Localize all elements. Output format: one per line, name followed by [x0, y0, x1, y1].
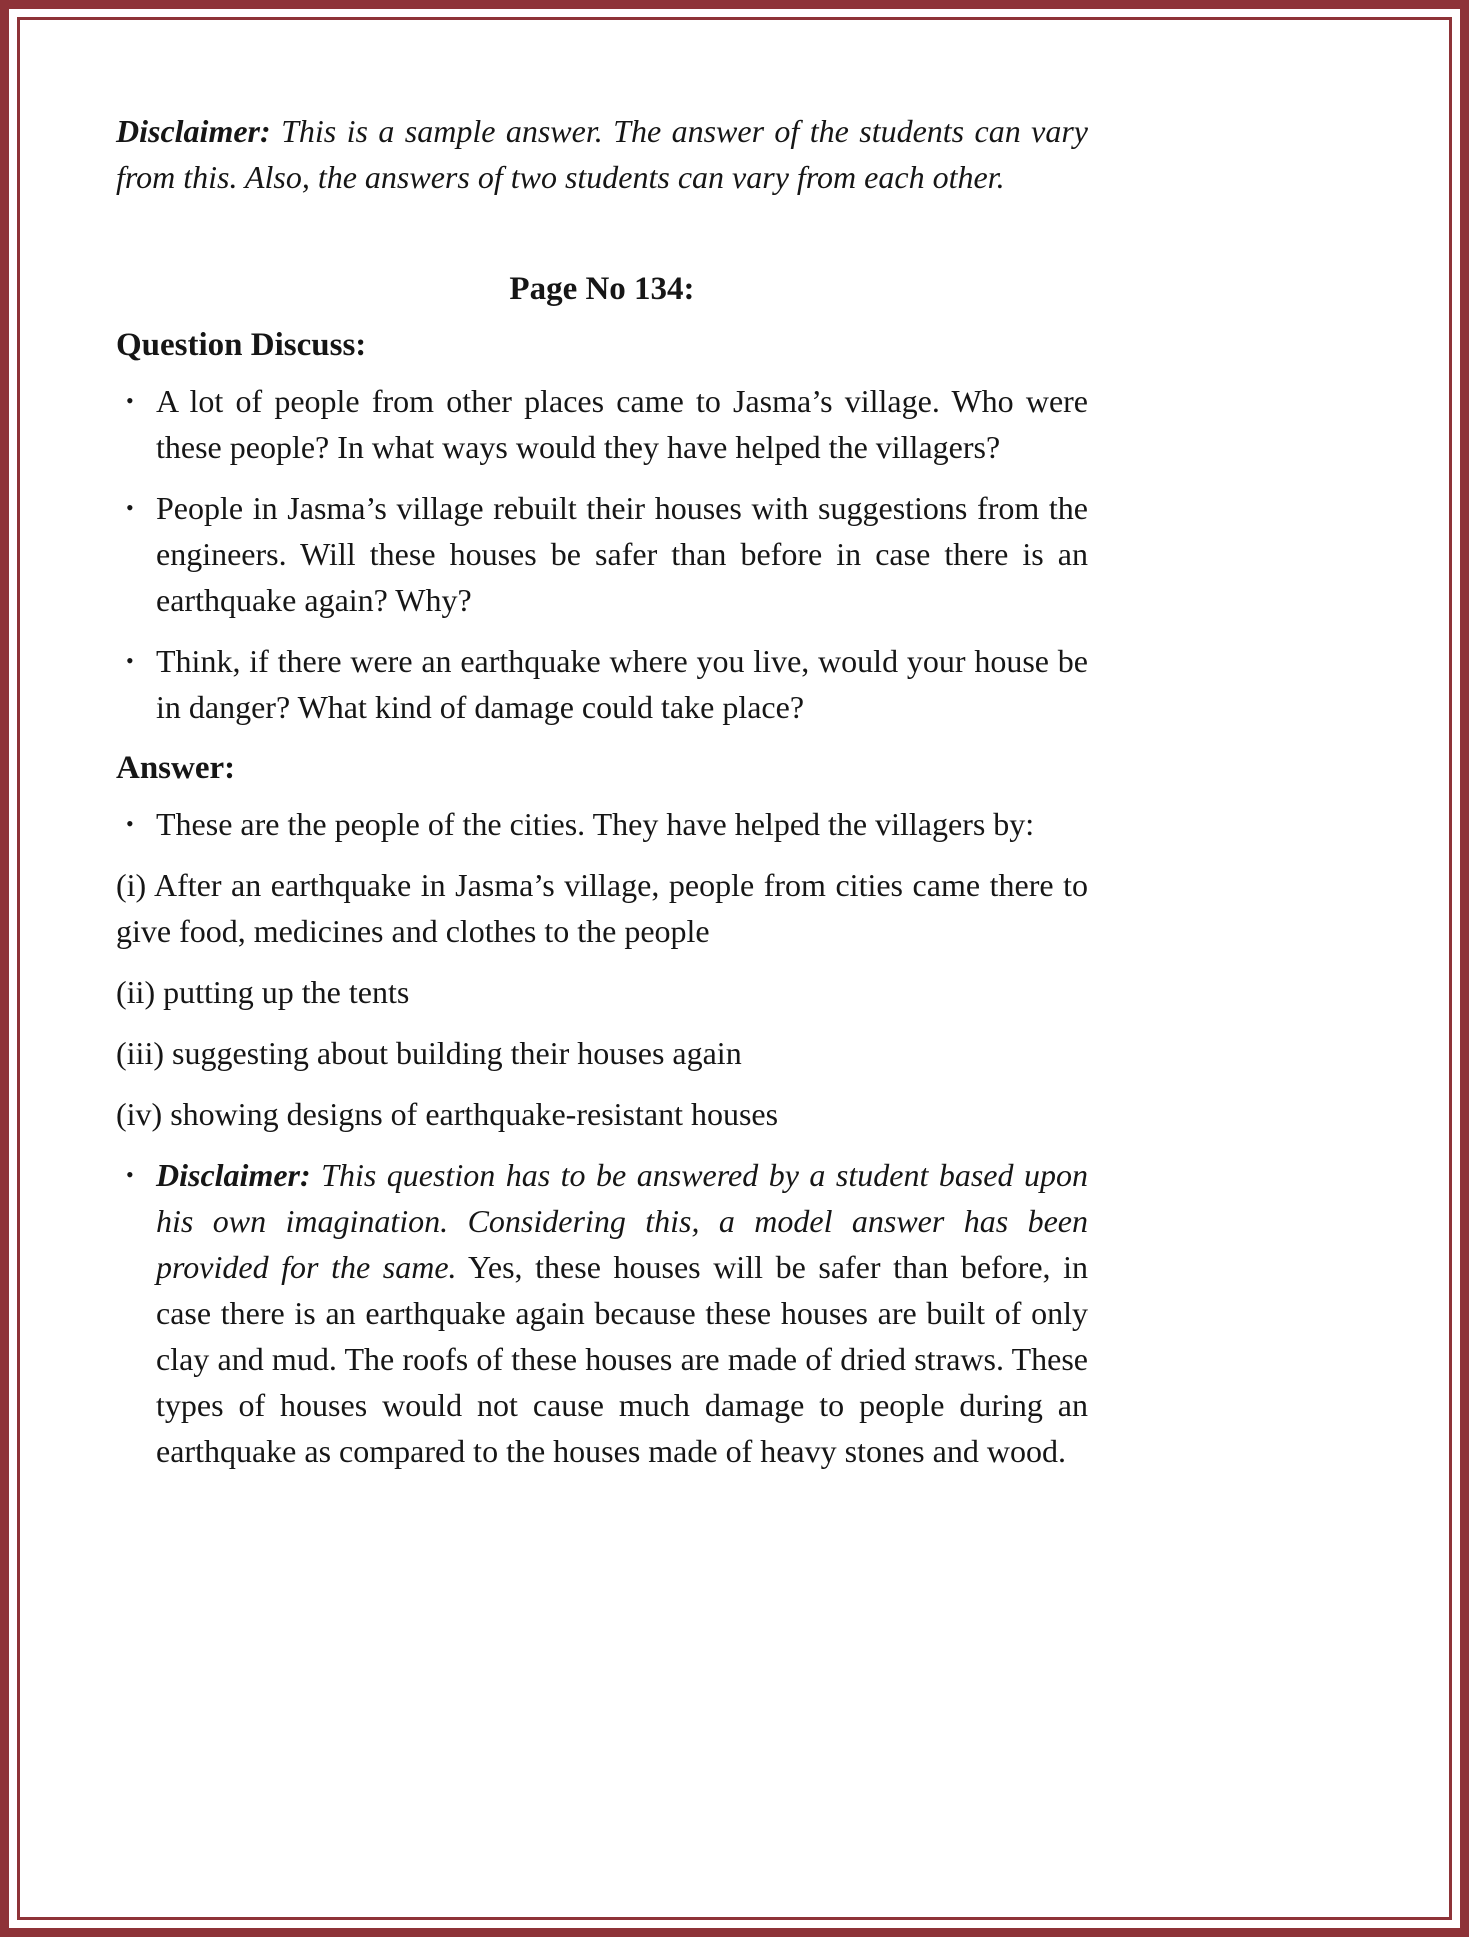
- answer-point: (iii) suggesting about building their houses again: [116, 1035, 742, 1071]
- answer-intro-item: • These are the people of the cities. They have helped the villagers by:: [116, 801, 1088, 847]
- question-list: [116, 378, 1088, 730]
- top-disclaimer-text: This is a sample answer. The answer of the students can vary from this. Also, the answers of two students can vary from each other.: [116, 113, 1089, 195]
- answer-point: (ii) putting up the tents: [116, 974, 410, 1010]
- answer-disclaimer-label: Disclaimer:: [156, 1157, 311, 1193]
- answer-point: (iv) showing designs of earthquake-resistant houses: [116, 1096, 779, 1132]
- page-content: [116, 108, 1088, 1489]
- answer-disclaimer-list: [116, 1152, 1088, 1474]
- page-heading: Page No 134:: [509, 271, 695, 307]
- question-item: • Think, if there were an earthquake where you live, would your house be in danger? What kind of damage could take place?: [116, 638, 1088, 730]
- answer-point: (i) After an earthquake in Jasma’s village, people from cities came there to give food, medicines and clothes to the people: [116, 867, 1088, 949]
- question-section-title: Question Discuss:: [116, 327, 367, 363]
- top-disclaimer-label: Disclaimer:: [116, 113, 271, 149]
- answer-intro-list: [116, 801, 1088, 847]
- answer-disclaimer-italic-text: This question has to be answered by a student based upon his own imagination. Considering this, a model answer has been provided for the same.: [156, 1157, 1089, 1285]
- answer-disclaimer-item: [116, 1152, 1088, 1474]
- question-item: • People in Jasma’s village rebuilt their houses with suggestions from the engineers. Will these houses be safer than before in case there is an earthquake again? Why?: [116, 485, 1088, 623]
- question-item: • A lot of people from other places came to Jasma’s village. Who were these people? In what ways would they have helped the villagers?: [116, 378, 1088, 470]
- answer-section-title: Answer:: [116, 750, 236, 786]
- top-disclaimer: [116, 108, 1088, 200]
- answer-disclaimer-normal-text: Yes, these houses will be safer than before, in case there is an earthquake again because these houses are built of only clay and mud. The roofs of these houses are made of dried straws. These types of houses would not cause much damage to people during an earthquake as compared to the houses made of heavy stones and wood.: [156, 1249, 1089, 1469]
